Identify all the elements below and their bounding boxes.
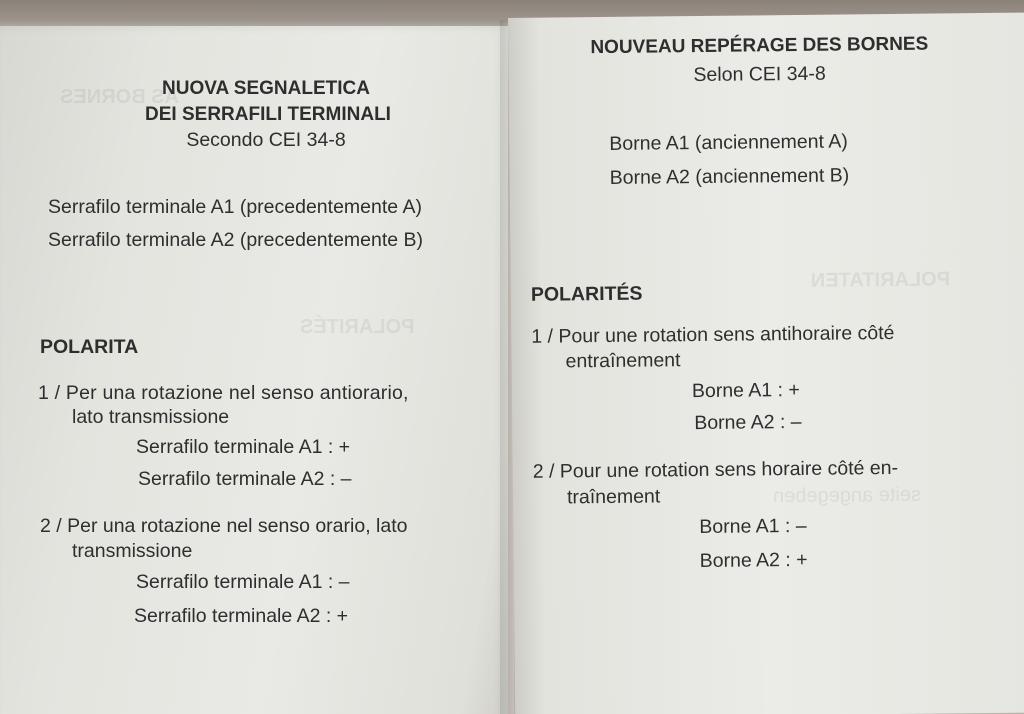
right-case2-a2: Borne A2 : + — [699, 548, 808, 573]
left-case2-a2: Serrafilo terminale A2 : + — [134, 605, 349, 627]
left-terminal-a1: Serrafilo terminale A1 (precedentemente A) — [48, 196, 422, 218]
left-case1-a1: Serrafilo terminale A1 : + — [136, 436, 351, 458]
left-case2-a1: Serrafilo terminale A1 : – — [136, 571, 350, 593]
left-page — [0, 26, 508, 714]
right-case2-line1: 2 / Pour une rotation sens horaire côté en- — [532, 456, 899, 483]
bleed-through-text: POLARITÉS — [300, 316, 415, 338]
right-page — [508, 13, 1024, 714]
left-case1-line1: 1 / Per una rotazione nel senso antiorario, — [38, 382, 409, 404]
right-case1-a1: Borne A1 : + — [691, 378, 800, 403]
left-terminal-a2: Serrafilo terminale A2 (precedentemente B) — [48, 229, 424, 251]
left-title-line2: DEI SERRAFILI TERMINALI — [145, 104, 391, 125]
bleed-through-text: seite angegeben — [772, 483, 922, 508]
left-polarity-heading: POLARITA — [40, 336, 139, 358]
right-case1-line1: 1 / Pour une rotation sens antihoraire côté — [531, 321, 895, 348]
right-case1-a2: Borne A2 : – — [694, 410, 802, 435]
bleed-through-text: POLARITATEN — [810, 268, 951, 292]
right-title: NOUVEAU REPÉRAGE DES BORNES — [590, 33, 929, 59]
left-case1-line2: lato transmissione — [72, 406, 230, 428]
right-terminal-a2: Borne A2 (anciennement B) — [609, 164, 850, 189]
right-case2-line2: traînement — [566, 485, 661, 509]
right-polarity-heading: POLARITÉS — [530, 282, 643, 306]
right-subtitle: Selon CEI 34-8 — [693, 62, 826, 87]
left-title-line1: NUOVA SEGNALETICA — [162, 78, 370, 99]
bleed-through-text: AS BORNES — [60, 86, 179, 108]
left-case2-line1: 2 / Per una rotazione nel senso orario, lato — [40, 515, 408, 537]
right-terminal-a1: Borne A1 (anciennement A) — [609, 130, 848, 155]
right-case2-a1: Borne A1 : – — [699, 514, 807, 539]
left-case2-line2: transmissione — [72, 540, 193, 562]
left-subtitle: Secondo CEI 34-8 — [186, 129, 346, 151]
left-case1-a2: Serrafilo terminale A2 : – — [138, 468, 352, 490]
right-case1-line2: entraînement — [565, 349, 681, 373]
